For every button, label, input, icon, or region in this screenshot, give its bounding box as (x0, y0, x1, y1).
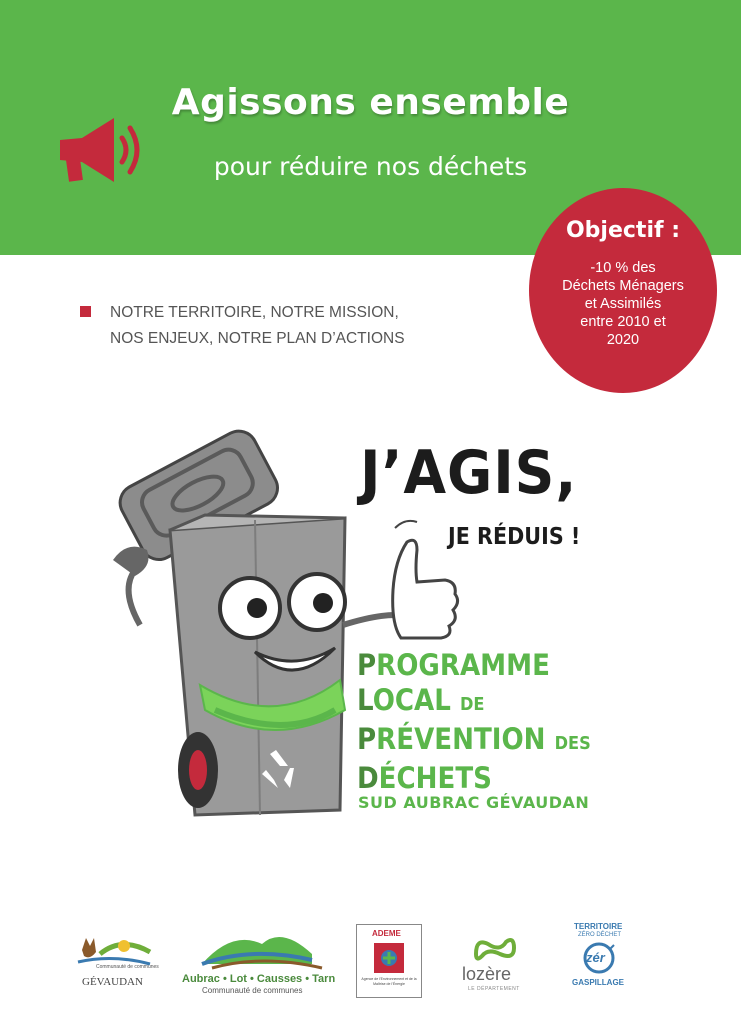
objective-line: Déchets Ménagers (562, 278, 684, 294)
objective-line: -10 % des (590, 260, 656, 276)
lozere-logo-sub: LE DÉPARTEMENT (468, 986, 520, 992)
objective-badge (529, 188, 717, 393)
programme-title (357, 648, 591, 796)
aubrac-hills-icon (182, 924, 332, 970)
territoire-logo-top2: ZÉRO DÉCHET (578, 932, 622, 938)
territoire-logo-mid: zér (586, 950, 605, 965)
aubrac-logo-sub: Communauté de communes (202, 986, 303, 995)
aubrac-logo-name: Aubrac • Lot • Causses • Tarn (182, 973, 336, 985)
objective-line: entre 2010 et (580, 314, 666, 330)
ademe-logo (356, 924, 422, 998)
mission-line: NOS ENJEUX, NOTRE PLAN D’ACTIONS (110, 330, 405, 347)
ademe-logo-name: ADEME (372, 929, 401, 938)
programme-line: PROGRAMME (357, 648, 550, 682)
objective-title: Objectif : (565, 218, 681, 243)
slogan-tagline: JE RÉDUIS ! (448, 524, 581, 550)
territoire-logo-bottom: GASPILLAGE (572, 978, 625, 987)
ademe-logo-sub: Agence de l'Environnement et de la Maîtrise de l'Énergie (361, 977, 417, 986)
objective-text (543, 259, 703, 349)
lozere-logo-name: lozère (462, 964, 512, 984)
gevaudan-logo-name: GÉVAUDAN (82, 976, 143, 988)
ademe-emblem-icon (374, 943, 404, 973)
mission-list (80, 300, 405, 352)
aubrac-logo (182, 924, 336, 998)
territoire-zero-dechet-logo (568, 922, 630, 998)
bullet-square-icon (80, 306, 91, 317)
programme-line: DÉCHETS (357, 761, 492, 795)
mission-line: NOTRE TERRITOIRE, NOTRE MISSION, (110, 304, 399, 321)
objective-line: 2020 (606, 332, 640, 348)
territoire-logo-top1: TERRITOIRE (574, 922, 623, 931)
gevaudan-logo (72, 932, 159, 994)
gevaudan-logo-top: Communauté de communes (96, 964, 159, 970)
lozere-infinity-icon (470, 934, 520, 962)
programme-region: SUD AUBRAC GÉVAUDAN (358, 793, 590, 812)
objective-line: et Assimilés (584, 296, 662, 312)
page-title: Agissons ensemble (171, 82, 570, 123)
programme-line: LOCAL DE (357, 683, 485, 717)
page-subtitle: pour réduire nos déchets (213, 152, 528, 181)
slogan-headline: J’AGIS, (360, 438, 578, 508)
programme-line: PRÉVENTION DES (357, 722, 591, 756)
lozere-logo (458, 934, 528, 994)
